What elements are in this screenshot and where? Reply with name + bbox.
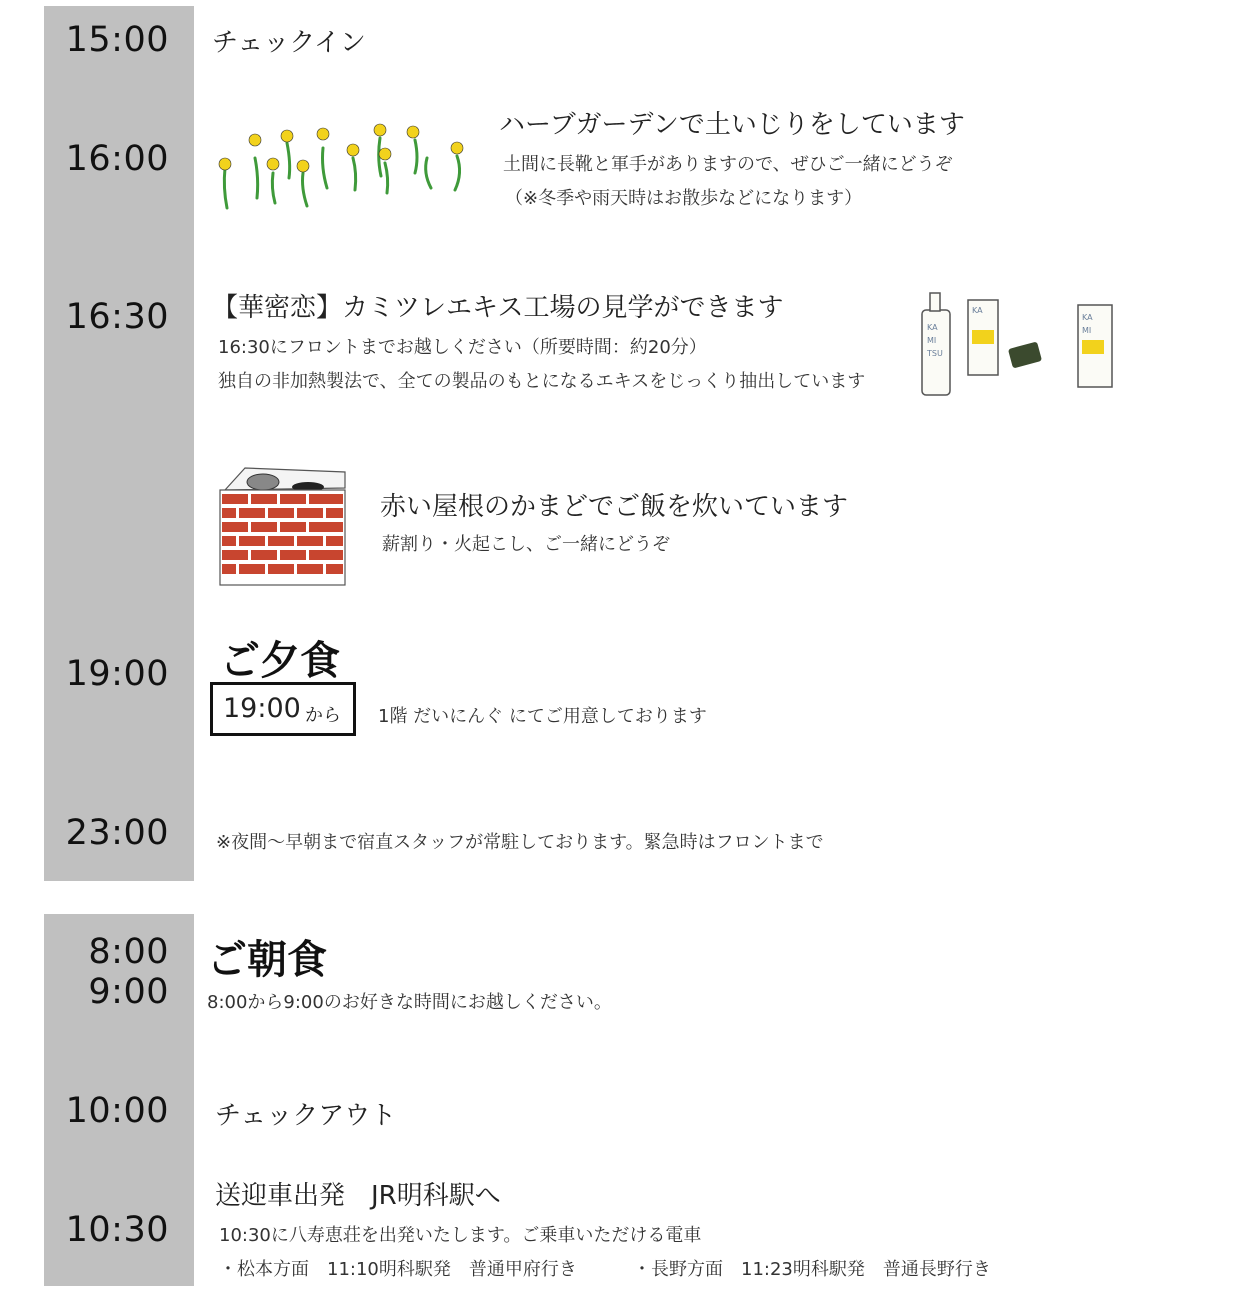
herb-title: ハーブガーデンで土いじりをしています	[499, 110, 965, 140]
herb-line2: （※冬季や雨天時はお散歩などになります）	[505, 188, 863, 209]
breakfast-note: 8:00から9:00のお好きな時間にお越しください。	[207, 992, 612, 1013]
dinner-note: 1階 だいにんぐ にてご用意しております	[378, 706, 707, 727]
svg-text:MI: MI	[927, 336, 937, 345]
factory-line2: 独自の非加熱製法で、全ての製品のもとになるエキスをじっくり抽出しています	[218, 371, 866, 392]
checkin-label: チェックイン	[212, 28, 366, 58]
dinner-time-badge	[210, 682, 356, 736]
checkout-label: チェックアウト	[215, 1101, 397, 1131]
svg-text:KA: KA	[972, 306, 983, 315]
time-1900: 19:00	[65, 654, 169, 694]
kamado-illustration	[215, 460, 350, 588]
time-1030: 10:30	[65, 1210, 169, 1250]
shuttle-title: 送迎車出発 JR明科駅へ	[215, 1181, 501, 1211]
time-1000: 10:00	[65, 1091, 169, 1131]
night-note: ※夜間～早朝まで宿直スタッフが常駐しております。緊急時はフロントまで	[216, 832, 824, 853]
train-matsumoto: ・松本方面 11:10明科駅発 普通甲府行き	[219, 1259, 577, 1280]
time-1630: 16:30	[65, 297, 169, 337]
time-1500: 15:00	[65, 20, 169, 60]
time-1600: 16:00	[65, 139, 169, 179]
breakfast-heading: ご朝食	[207, 937, 327, 983]
svg-text:KA: KA	[927, 323, 938, 332]
dinner-badge-time: 19:00	[223, 693, 301, 724]
dinner-badge-suffix: から	[305, 705, 341, 726]
factory-title: 【華密恋】カミツレエキス工場の見学ができます	[212, 293, 784, 323]
svg-text:TSU: TSU	[927, 349, 943, 358]
kamado-title: 赤い屋根のかまどでご飯を炊いています	[380, 492, 849, 522]
dinner-heading: ご夕食	[220, 638, 340, 684]
time-0800: 8:00	[88, 932, 169, 972]
shuttle-line1: 10:30に八寿恵荘を出発いたします。ご乗車いただける電車	[219, 1225, 702, 1246]
time-2300: 23:00	[65, 813, 169, 853]
products-illustration	[910, 285, 1135, 400]
factory-line1: 16:30にフロントまでお越しください（所要時間：約20分）	[218, 337, 707, 358]
dandelion-illustration	[205, 118, 485, 218]
day1-time-band	[44, 6, 194, 881]
train-nagano: ・長野方面 11:23明科駅発 普通長野行き	[633, 1259, 991, 1280]
herb-line1: 土間に長靴と軍手がありますので、ぜひご一緒にどうぞ	[503, 154, 953, 175]
svg-text:MI: MI	[1082, 326, 1092, 335]
svg-text:KA: KA	[1082, 313, 1093, 322]
time-0900: 9:00	[88, 972, 169, 1012]
kamado-line1: 薪割り・火起こし、ご一緒にどうぞ	[382, 534, 670, 555]
